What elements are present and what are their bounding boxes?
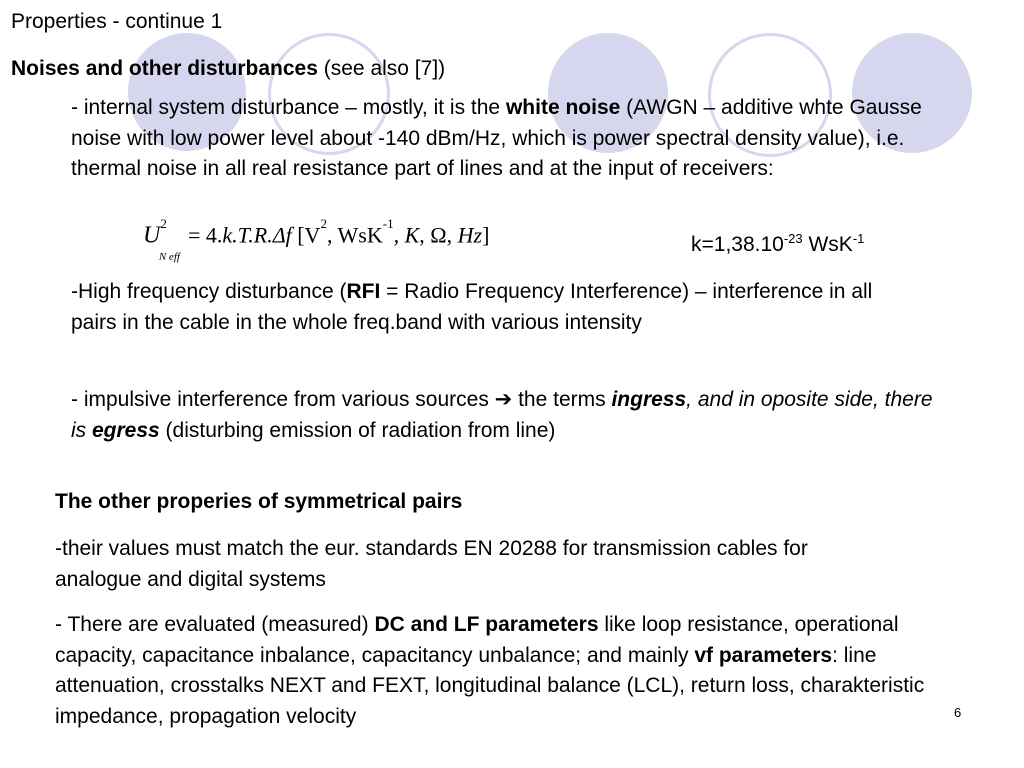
paragraph-parameters <box>55 610 945 732</box>
formula-k: k <box>222 222 233 248</box>
p5-text-c: like loop resistance, operational capacity, capacitance inbalance, capacitancy unbalance; and mainly <box>55 613 899 667</box>
noise-heading-ref: (see also [7]) <box>317 57 446 80</box>
paragraph-white-noise <box>71 93 951 185</box>
p3-italic: , and in oposite side, there is <box>71 388 933 442</box>
formula-units-close: ] <box>482 222 490 248</box>
kconst-exp: -23 <box>783 231 803 246</box>
h2-bold: The other properies of symmetrical pairs <box>55 490 463 513</box>
kconst-base: k=1,38.10 <box>691 233 784 256</box>
p1-text-a: - internal system disturbance – mostly, it is the <box>71 96 506 119</box>
p3-text-b: the terms <box>512 388 612 411</box>
formula-units-mid: , WsK <box>326 222 383 248</box>
formula-units-Hz: Hz <box>457 222 483 248</box>
formula-units-rest: , Ω, <box>419 222 458 248</box>
formula-sub: N eff <box>158 250 180 263</box>
p1-text-c: (AWGN – additive whte Gausse noise with low power level about -140 dBm/Hz, which is power spectral density value), i.e. thermal noise in all real resistance part of lines and at the input of receivers: <box>71 96 922 180</box>
page-number: 6 <box>954 705 962 720</box>
formula-rhs: = 4. <box>187 222 223 248</box>
p3-ingress: ingress <box>611 388 687 411</box>
section-heading-other-properties <box>55 487 462 518</box>
p2-text-c: = Radio Frequency Interference) – interference in all pairs in the cable in the whole freq.band with various intensity <box>71 280 873 334</box>
p3-text-f: (disturbing emission of radiation from line) <box>159 418 556 442</box>
paragraph-rfi <box>71 277 901 338</box>
arrow-right-icon: ➔ <box>494 387 513 411</box>
formula-units-open: [V <box>291 222 321 248</box>
noise-formula <box>143 216 490 263</box>
p2-text-a: -High frequency disturbance ( <box>71 280 347 303</box>
p5-bold-dc-lf: DC and LF parameters <box>374 613 599 636</box>
noise-heading <box>11 54 445 85</box>
formula-units-exp: 2 <box>320 216 327 231</box>
kconst-unit: WsK <box>802 233 853 256</box>
formula-units-exp2: -1 <box>382 216 394 231</box>
kconst-unit-exp: -1 <box>852 231 865 246</box>
formula-df: .Δf <box>267 222 292 248</box>
p5-text-e: : line attenuation, crosstalks NEXT and FEXT, longitudinal balance (LCL), return loss, charakteristic impedance, propagation velocity <box>55 643 925 728</box>
formula-exp: 2 <box>160 216 167 231</box>
p3-egress: egress <box>92 418 160 442</box>
slide-title: Properties - continue 1 <box>11 10 223 33</box>
formula-U: U <box>143 222 161 249</box>
p3-text-a: - impulsive interference from various sources <box>71 388 495 411</box>
noise-heading-bold: Noises and other disturbances <box>11 57 318 80</box>
paragraph-impulsive <box>71 384 951 446</box>
p2-bold: RFI <box>346 280 381 303</box>
boltzmann-constant <box>691 231 864 257</box>
formula-R: .R <box>248 222 268 248</box>
p1-bold: white noise <box>505 96 621 119</box>
formula-units-K: , K <box>393 222 420 248</box>
p5-bold-vf: vf parameters <box>694 643 833 667</box>
paragraph-standards: -their values must match the eur. standards EN 20288 for transmission cables for analogue and digital systems <box>55 537 808 591</box>
formula-T: .T <box>232 222 249 248</box>
p5-text-a: - There are evaluated (measured) <box>55 613 375 636</box>
